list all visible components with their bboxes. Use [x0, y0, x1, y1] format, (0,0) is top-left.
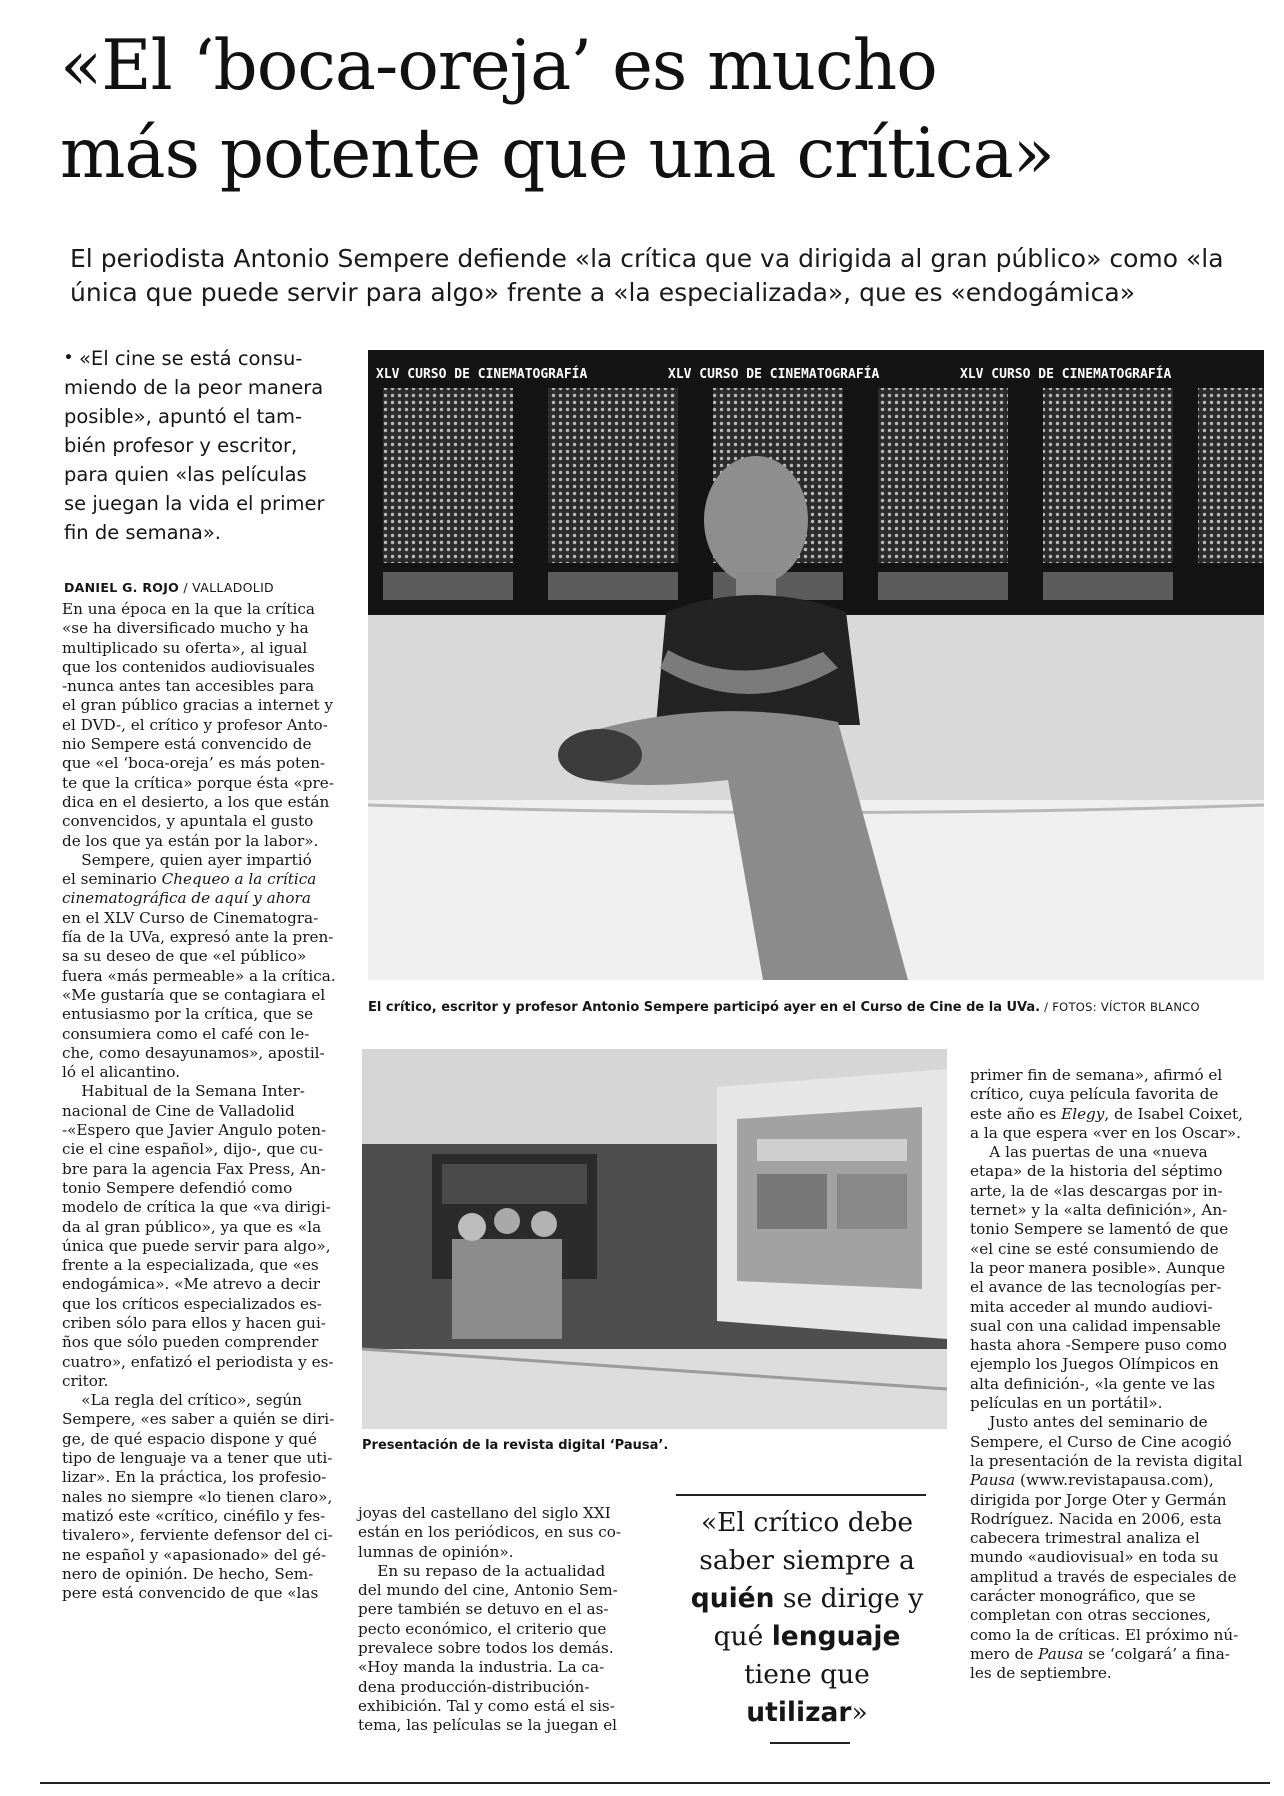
- audience-person: [458, 1213, 486, 1241]
- body-line: amplitud a través de especiales de: [970, 1567, 1237, 1586]
- body-line: dena producción-distribución-: [358, 1677, 590, 1696]
- body-line: completan con otras secciones,: [970, 1606, 1212, 1625]
- body-line: cie el cine español», dijo-, que cu-: [62, 1140, 324, 1159]
- body-line: Sempere, quien ayer impartió: [62, 850, 312, 869]
- pull-quote-emphasis: lenguaje: [771, 1621, 901, 1652]
- body-line: de los que ya están por la labor».: [62, 831, 319, 850]
- lead-paragraph: [64, 344, 349, 547]
- body-line: en el XLV Curso de Cinematogra-: [62, 908, 319, 927]
- body-line: En una época en la que la crítica: [62, 600, 315, 618]
- pull-quote-line: saber siempre a: [699, 1545, 915, 1576]
- body-line-text: se ‘colgará’ a fina-: [1083, 1644, 1230, 1663]
- seminar-title: Chequeo a la crítica: [161, 870, 317, 889]
- body-line: «Me gustaría que se contagiara el: [62, 985, 326, 1004]
- body-line: fuera «más permeable» a la crítica.: [62, 966, 336, 985]
- body-line: prevalece sobre todos los demás.: [358, 1639, 614, 1658]
- body-line: da al gran público», ya que es «la: [62, 1217, 322, 1236]
- body-line: nero de opinión. De hecho, Sem-: [62, 1564, 314, 1583]
- body-line: ge, de qué espacio dispone y qué: [62, 1429, 317, 1448]
- bullet-icon: •: [64, 350, 73, 366]
- body-line: entusiasmo por la crítica, que se: [62, 1005, 314, 1024]
- body-line: [970, 1105, 1242, 1124]
- body-line: Rodríguez. Nacida en 2006, esta: [970, 1509, 1222, 1528]
- pull-quote-text: qué: [713, 1621, 772, 1652]
- lead-line-text: «El cine se está consu-: [78, 347, 303, 370]
- pull-quote-top-rule: [676, 1494, 926, 1496]
- body-line: En su repaso de la actualidad: [358, 1561, 606, 1580]
- body-line: pere está convencido de que «las: [62, 1584, 319, 1603]
- lead-line: se juegan la vida el primer: [64, 492, 325, 515]
- body-line: bre para la agencia Fax Press, An-: [62, 1159, 326, 1178]
- magazine-name: Pausa: [1038, 1644, 1084, 1663]
- lead-line: bién profesor y escritor,: [64, 434, 298, 457]
- pull-quote-line: «El crítico debe: [700, 1507, 914, 1538]
- body-line: pere también se detuvo en el as-: [358, 1600, 609, 1619]
- lead-line: miendo de la peor manera: [64, 376, 324, 399]
- body-line: -nunca antes tan accesibles para: [62, 677, 315, 696]
- body-line: dica en el desierto, a los que están: [62, 792, 330, 811]
- body-line: «La regla del crítico», según: [62, 1391, 302, 1410]
- body-line: como la de críticas. El próximo nú-: [970, 1625, 1239, 1644]
- presenter-table: [452, 1239, 562, 1339]
- body-line: tonio Sempere defendió como: [62, 1178, 293, 1197]
- body-line: lumnas de opinión».: [358, 1542, 514, 1561]
- body-column-2: [358, 1504, 630, 1736]
- body-line: convencidos, y apuntala el gusto: [62, 812, 314, 831]
- photo-classroom-illustration: [362, 1049, 947, 1429]
- body-line: tipo de lenguaje va a tener que uti-: [62, 1449, 333, 1468]
- body-line: primer fin de semana», afirmó el: [970, 1066, 1223, 1084]
- pull-quote-emphasis: utilizar: [746, 1697, 852, 1728]
- body-line: criben sólo para ellos y hacen gui-: [62, 1313, 326, 1332]
- audience-person: [494, 1208, 520, 1234]
- body-line: [62, 889, 352, 908]
- body-line: -«Espero que Javier Angulo poten-: [62, 1121, 327, 1140]
- byline: [64, 580, 274, 595]
- desk-foreground: [362, 1349, 947, 1429]
- pull-quote: [676, 1504, 938, 1732]
- body-line: [970, 1645, 1242, 1664]
- body-line: ló el alicantino.: [62, 1063, 181, 1082]
- body-line: películas en un portátil».: [970, 1394, 1163, 1413]
- body-line: dirigida por Jorge Oter y Germán: [970, 1490, 1227, 1509]
- body-line-text: (www.revistapausa.com),: [1015, 1471, 1214, 1490]
- body-line: ne español y «apasionado» del gé-: [62, 1545, 327, 1564]
- photo-magazine-presentation: [362, 1049, 947, 1429]
- body-line: etapa» de la historia del séptimo: [970, 1162, 1223, 1181]
- pull-quote-line: [676, 1694, 938, 1732]
- subtitle: [70, 242, 1250, 310]
- subtitle-line: única que puede servir para algo» frente a «la especializada», que es «endogámica»: [70, 278, 1136, 307]
- body-line: joyas del castellano del siglo XXI: [358, 1504, 611, 1522]
- body-line: nio Sempere está convencido de: [62, 735, 312, 754]
- body-line: consumiera como el café con le-: [62, 1024, 310, 1043]
- body-line: Sempere, el Curso de Cine acogió: [970, 1432, 1232, 1451]
- photo-critic-illustration: [368, 350, 1264, 980]
- body-line: Habitual de la Semana Inter-: [62, 1082, 305, 1101]
- body-line: [970, 1471, 1242, 1490]
- byline-location: / VALLADOLID: [179, 580, 274, 595]
- body-line: crítico, cuya película favorita de: [970, 1085, 1219, 1104]
- magazine-name: Pausa: [970, 1471, 1016, 1490]
- body-line: «se ha diversificado mucho y ha: [62, 619, 309, 638]
- photo1-caption: [368, 1000, 1200, 1015]
- body-line: mita acceder al mundo audiovi-: [970, 1297, 1213, 1316]
- body-line: «el cine se esté consumiendo de: [970, 1239, 1219, 1258]
- body-line: alta definición-, «la gente ve las: [970, 1374, 1215, 1393]
- byline-author: DANIEL G. ROJO: [64, 580, 180, 595]
- body-line: la peor manera posible». Aunque: [970, 1258, 1226, 1277]
- body-line: [62, 870, 352, 889]
- body-line: nacional de Cine de Valladolid: [62, 1101, 295, 1120]
- headline-line: «El ‘boca-oreja’ es mucho: [60, 26, 937, 106]
- body-line: mundo «audiovisual» en toda su: [970, 1548, 1219, 1567]
- body-line: cabecera trimestral analiza el: [970, 1529, 1200, 1548]
- body-line: pecto económico, el criterio que: [358, 1619, 607, 1638]
- poster-banner-text: XLV CURSO DE CINEMATOGRAFÍA: [376, 367, 588, 382]
- photo-credit: / FOTOS: VÍCTOR BLANCO: [1040, 1000, 1200, 1014]
- body-line: que «el ‘boca-oreja’ es más poten-: [62, 754, 326, 773]
- body-line: tonio Sempere se lamentó de que: [970, 1220, 1229, 1239]
- subtitle-line: El periodista Antonio Sempere defiende «la crítica que va dirigida al gran público» como «la: [70, 244, 1224, 273]
- body-line-text: mero de: [970, 1644, 1039, 1663]
- body-line: del mundo del cine, Antonio Sem-: [358, 1581, 618, 1600]
- body-line: tivalero», ferviente defensor del ci-: [62, 1526, 333, 1545]
- body-line: nales no siempre «lo tienen claro»,: [62, 1487, 333, 1506]
- pull-quote-emphasis: quién: [690, 1583, 775, 1614]
- body-line: sual con una calidad impensable: [970, 1316, 1221, 1335]
- seminar-title: cinematográfica de aquí y ahora: [62, 889, 311, 908]
- body-line-text: este año es: [970, 1104, 1062, 1123]
- body-line: carácter monográfico, que se: [970, 1587, 1196, 1606]
- film-title: Elegy: [1061, 1104, 1105, 1123]
- body-line: el DVD-, el crítico y profesor Anto-: [62, 715, 328, 734]
- body-line: modelo de crítica la que «va dirigi-: [62, 1198, 331, 1217]
- body-line: te que la crítica» porque ésta «pre-: [62, 773, 334, 792]
- lead-line: fin de semana».: [64, 521, 221, 544]
- pull-quote-line: tiene que: [744, 1659, 870, 1690]
- body-line-text: , de Isabel Coixet,: [1104, 1104, 1243, 1123]
- body-line: cuatro», enfatizó el periodista y es-: [62, 1352, 334, 1371]
- pull-quote-bottom-rule: [770, 1742, 850, 1744]
- pull-quote-text: se dirige y: [774, 1583, 924, 1614]
- body-line: que los contenidos audiovisuales: [62, 657, 315, 676]
- body-line: Justo antes del seminario de: [970, 1413, 1208, 1432]
- body-line: ños que sólo pueden comprender: [62, 1333, 319, 1352]
- body-line: endogámica». «Me atrevo a decir: [62, 1275, 321, 1294]
- body-column-1: [62, 600, 352, 1603]
- body-line: única que puede servir para algo»,: [62, 1236, 331, 1255]
- lead-line: para quien «las películas: [64, 463, 307, 486]
- body-line: ejemplo los Juegos Olímpicos en: [970, 1355, 1219, 1374]
- body-line: arte, la de «las descargas por in-: [970, 1181, 1223, 1200]
- body-line: el gran público gracias a internet y: [62, 696, 333, 715]
- photo2-caption: Presentación de la revista digital ‘Pausa’.: [362, 1438, 669, 1453]
- pull-quote-line: [676, 1618, 938, 1656]
- body-line: ternet» y la «alta definición», An-: [970, 1201, 1228, 1220]
- poster-banner-text: XLV CURSO DE CINEMATOGRAFÍA: [668, 367, 880, 382]
- body-line: matizó este «crítico, cinéfilo y fes-: [62, 1506, 326, 1525]
- pull-quote-text: »: [851, 1697, 868, 1728]
- body-line: sa su deseo de que «el público»: [62, 947, 307, 966]
- body-line: que los críticos especializados es-: [62, 1294, 322, 1313]
- body-line: A las puertas de una «nueva: [970, 1143, 1208, 1162]
- pull-quote-line: [676, 1580, 938, 1618]
- body-line: frente a la especializada, que «es: [62, 1256, 319, 1275]
- headline-line: más potente que una crítica»: [60, 114, 1054, 194]
- lead-line: posible», apuntó el tam-: [64, 405, 303, 428]
- audience-person: [531, 1211, 557, 1237]
- body-line: che, como desayunamos», apostil-: [62, 1043, 325, 1062]
- body-line: están en los periódicos, en sus co-: [358, 1523, 621, 1542]
- body-line: critor.: [62, 1371, 109, 1390]
- page-bottom-rule: [40, 1782, 1270, 1784]
- body-line: tema, las películas se la juegan el: [358, 1716, 618, 1735]
- body-line: la presentación de la revista digital: [970, 1451, 1243, 1470]
- photo-critic-on-sofa: [368, 350, 1264, 980]
- headline: [60, 22, 1260, 198]
- body-line: el avance de las tecnologías per-: [970, 1278, 1222, 1297]
- body-line: a la que espera «ver en los Oscar».: [970, 1123, 1241, 1142]
- body-column-3: [970, 1066, 1242, 1684]
- body-line: fía de la UVa, expresó ante la pren-: [62, 928, 334, 947]
- body-line: «Hoy manda la industria. La ca-: [358, 1658, 605, 1677]
- lead-line: [64, 344, 349, 373]
- photo1-caption-text: El crítico, escritor y profesor Antonio Sempere participó ayer en el Curso de Cine de la UVa.: [368, 1000, 1041, 1015]
- body-line: Sempere, «es saber a quién se diri-: [62, 1410, 335, 1429]
- body-line: exhibición. Tal y como está el sis-: [358, 1696, 615, 1715]
- body-line: les de septiembre.: [970, 1664, 1112, 1683]
- body-line: multiplicado su oferta», al igual: [62, 638, 308, 657]
- body-line-text: el seminario: [62, 870, 162, 889]
- body-line: lizar». En la práctica, los profesio-: [62, 1468, 327, 1487]
- poster-banner-text: XLV CURSO DE CINEMATOGRAFÍA: [960, 367, 1172, 382]
- body-line: hasta ahora -Sempere puso como: [970, 1336, 1227, 1355]
